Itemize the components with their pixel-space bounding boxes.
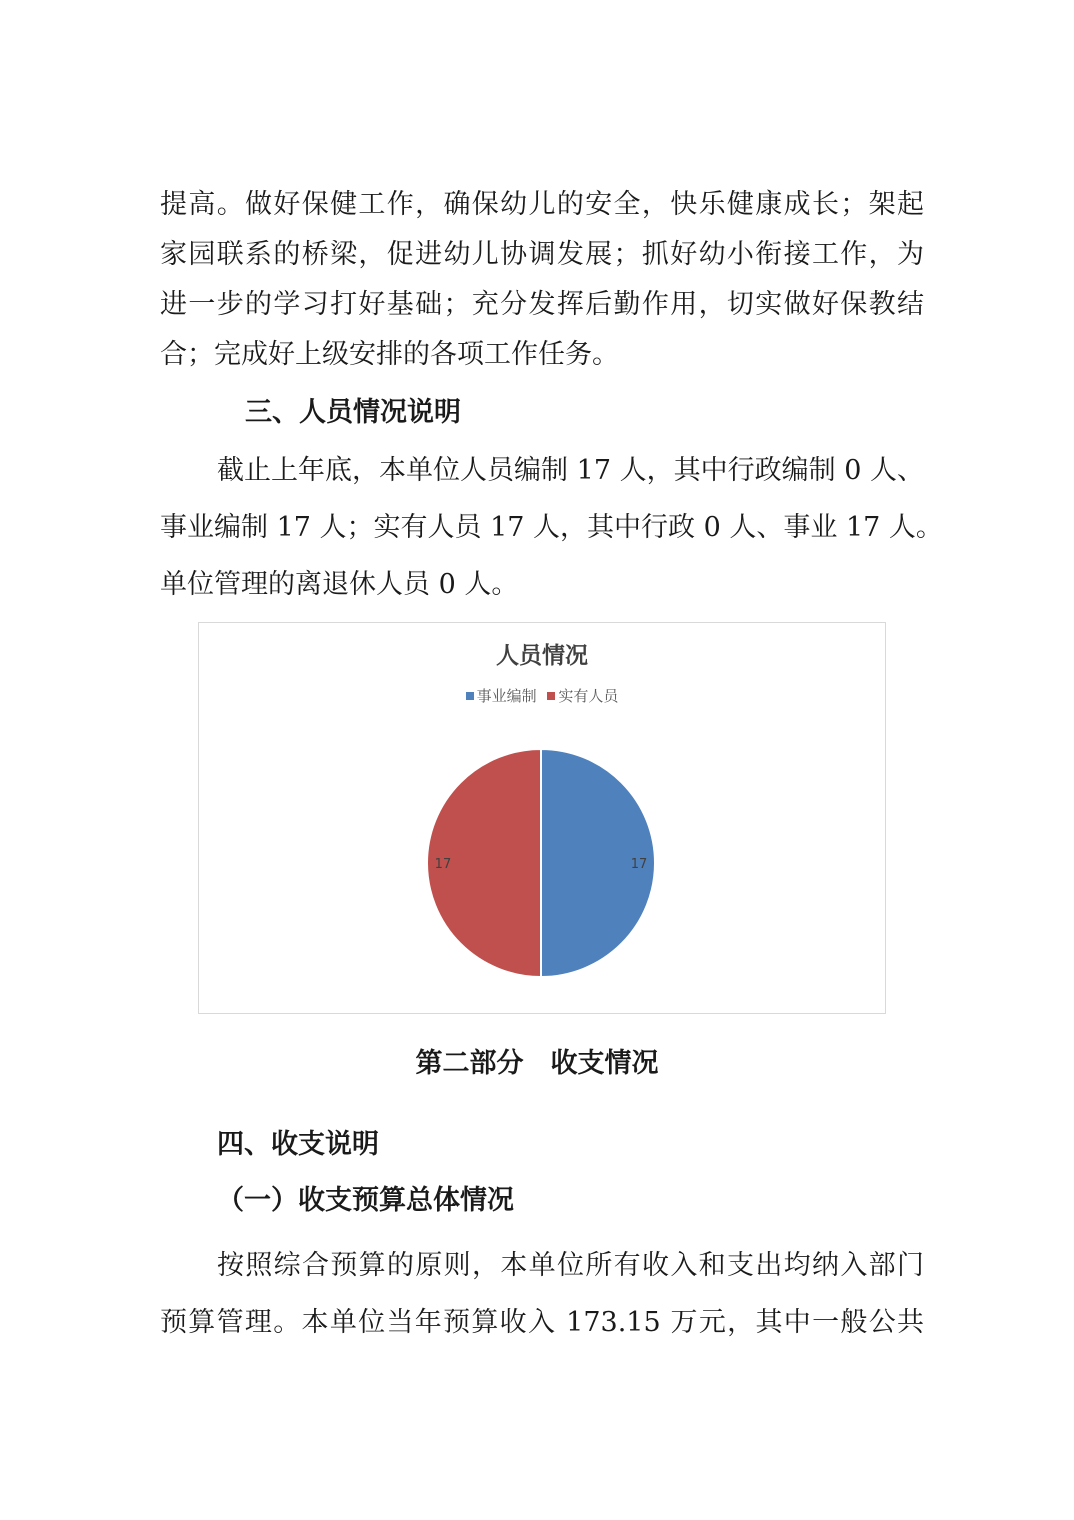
- section-heading: 三、人员情况说明: [245, 397, 461, 428]
- subsection-heading: （一）收支预算总体情况: [217, 1185, 514, 1216]
- paragraph-line: 家园联系的桥梁，促进幼儿协调发展；抓好幼小衔接工作，为: [160, 239, 924, 270]
- paragraph-line: 截止上年底，本单位人员编制 17 人，其中行政编制 0 人、: [217, 455, 924, 486]
- pie-data-label: 17: [434, 857, 452, 872]
- section-heading: 四、收支说明: [217, 1129, 379, 1160]
- paragraph-line: 进一步的学习打好基础；充分发挥后勤作用，切实做好保教结: [160, 289, 924, 320]
- legend-label: 事业编制: [476, 687, 537, 705]
- paragraph-line: 提高。做好保健工作，确保幼儿的安全，快乐健康成长；架起: [160, 189, 924, 220]
- pie-data-label: 17: [630, 857, 648, 872]
- paragraph-line: 事业编制 17 人；实有人员 17 人，其中行政 0 人、事业 17 人。: [160, 512, 943, 543]
- paragraph-line: 预算管理。本单位当年预算收入 173.15 万元，其中一般公共: [160, 1307, 924, 1338]
- paragraph-line: 单位管理的离退休人员 0 人。: [160, 569, 519, 600]
- pie-chart: [199, 623, 885, 1013]
- paragraph-line: 合；完成好上级安排的各项工作任务。: [160, 339, 619, 370]
- pie-chart-container: [198, 622, 886, 1014]
- chart-title: 人员情况: [496, 643, 588, 669]
- legend-label: 实有人员: [558, 687, 619, 705]
- part-title: 第二部分 收支情况: [415, 1048, 659, 1079]
- paragraph-line: 按照综合预算的原则，本单位所有收入和支出均纳入部门: [217, 1250, 924, 1281]
